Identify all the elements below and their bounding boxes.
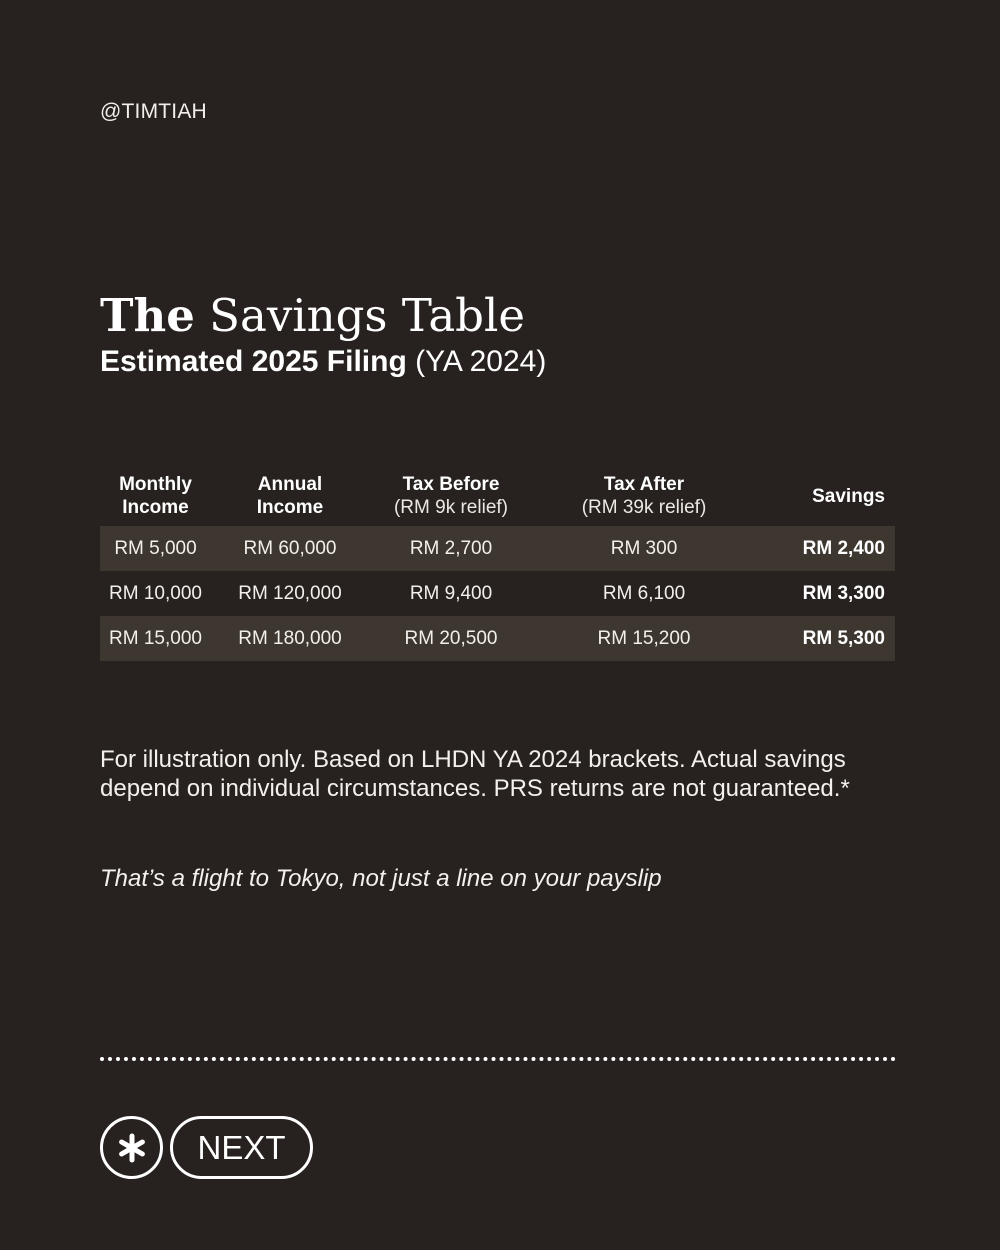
cell-tax-after: RM 15,200 [533,616,755,661]
page-subtitle [100,344,546,380]
cell-monthly-income: RM 10,000 [109,582,202,604]
header-annual-income [211,466,369,526]
cell-tax-before: RM 9,400 [409,582,493,604]
header-main: Tax After [603,474,685,495]
title-rest: Savings Table [209,289,525,342]
table-row [100,571,895,616]
table-header-row [100,466,895,526]
next-button[interactable]: NEXT [170,1116,313,1179]
header-tax-before [369,466,533,526]
cell-annual-income: RM 180,000 [211,616,369,661]
table-row [100,526,895,571]
header-sub: Income [256,497,324,518]
page-title [100,290,525,342]
header-savings: Savings [812,485,885,507]
cell-tax-after: RM 6,100 [602,582,686,604]
header-tax-after [533,466,755,526]
header-sub: Income [122,497,189,518]
tagline-text: That’s a flight to Tokyo, not just a line on your payslip [100,865,662,892]
header-sub: (RM 9k relief) [393,497,508,518]
savings-table [100,466,895,661]
table-row [100,616,895,661]
header-main: Tax Before [402,474,500,495]
cell-savings: RM 3,300 [802,582,885,604]
header-main: Annual [257,474,323,495]
cell-savings: RM 2,400 [755,526,895,571]
dotted-divider [100,1057,896,1061]
cell-tax-before: RM 20,500 [369,616,533,661]
asterisk-icon [117,1133,147,1163]
disclaimer-text: For illustration only. Based on LHDN YA 2024 brackets. Actual savings depend on individual circumstances. PRS returns are not guaranteed.* [100,746,850,802]
cell-monthly-income: RM 5,000 [100,526,211,571]
header-main: Monthly [119,474,192,495]
subtitle-bold: Estimated 2025 Filing [100,345,407,378]
title-bold: The [100,289,195,342]
cell-annual-income: RM 120,000 [238,582,342,604]
brand-handle: @TIMTIAH [100,100,207,123]
cell-annual-income: RM 60,000 [211,526,369,571]
cell-tax-after: RM 300 [533,526,755,571]
asterisk-button[interactable] [100,1116,163,1179]
cell-savings: RM 5,300 [755,616,895,661]
header-monthly-income [100,466,211,526]
cell-tax-before: RM 2,700 [369,526,533,571]
header-sub: (RM 39k relief) [581,497,707,518]
subtitle-rest: (YA 2024) [415,345,547,378]
cell-monthly-income: RM 15,000 [100,616,211,661]
